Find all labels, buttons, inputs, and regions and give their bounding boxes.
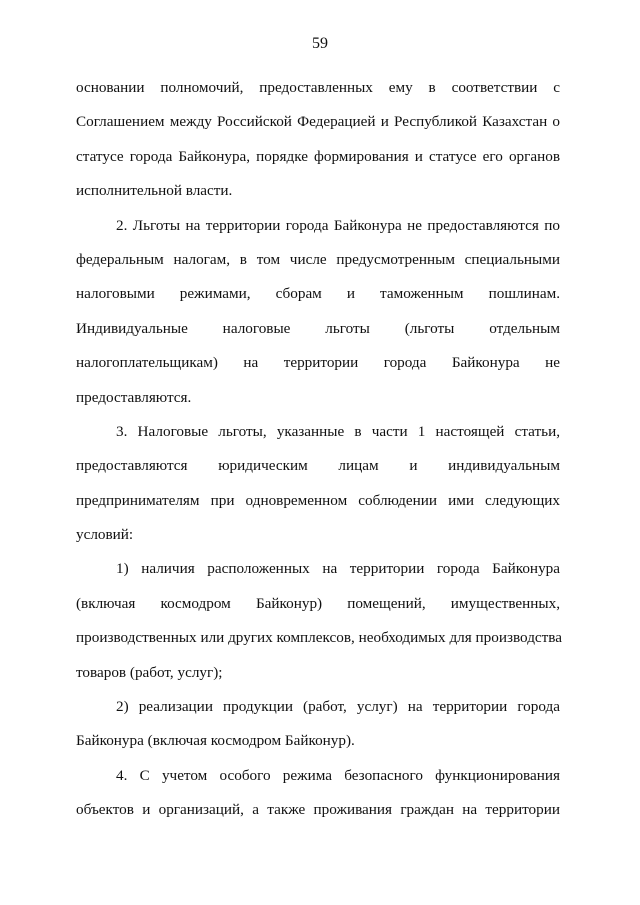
text-line: объектов и организаций, а также проживания граждан на территории [76,801,560,819]
text-line: основании полномочий, предоставленных ему в соответствии с [76,79,560,96]
text-line: 1) наличия расположенных на территории города Байконура [116,560,560,578]
text-line: производственных или других комплексов, необходимых для производства [76,629,563,647]
paragraph-clause-3 [76,415,560,553]
paragraph-item-2 [76,690,560,759]
text-line: федеральным налогам, в том числе предусмотренным специальными [76,250,560,268]
paragraph-clause-2 [76,209,560,415]
text-line: предпринимателям при одновременном соблюдении ими следующих [76,491,560,509]
text-line: Индивидуальные налоговые льготы (льготы отдельным [76,319,560,337]
text-line: 2) реализации продукции (работ, услуг) на территории города [116,698,560,716]
page-number: 59 [312,35,328,52]
text-line: условий: [76,526,134,544]
text-line: 2. Льготы на территории города Байконура не предоставляются по [116,216,560,234]
text-line: товаров (работ, услуг); [76,663,223,681]
paragraph-item-1 [76,552,563,690]
paragraph-continuation [76,71,560,209]
text-line: налогоплательщикам) на территории города Байконура не [76,354,560,372]
text-line: исполнительной власти. [76,182,233,200]
text-line: 3. Налоговые льготы, указанные в части 1 настоящей статьи, [116,422,560,440]
text-line: статусе города Байконура, порядке формирования и статусе его органов [76,147,560,165]
text-line: 4. С учетом особого режима безопасного функционирования [116,766,560,784]
text-line: Соглашением между Российской Федерацией и Республикой Казахстан о [76,113,560,131]
paragraph-clause-4 [76,759,560,828]
text-line: Байконура (включая космодром Байконур). [76,732,355,750]
text-line: предоставляются. [76,388,192,406]
text-line: предоставляются юридическим лицам и индивидуальным [76,457,560,475]
text-line: (включая космодром Байконур) помещений, имущественных, [76,594,560,612]
document-body [76,71,563,828]
text-line: налоговыми режимами, сборам и таможенным пошлинам. [76,285,560,303]
